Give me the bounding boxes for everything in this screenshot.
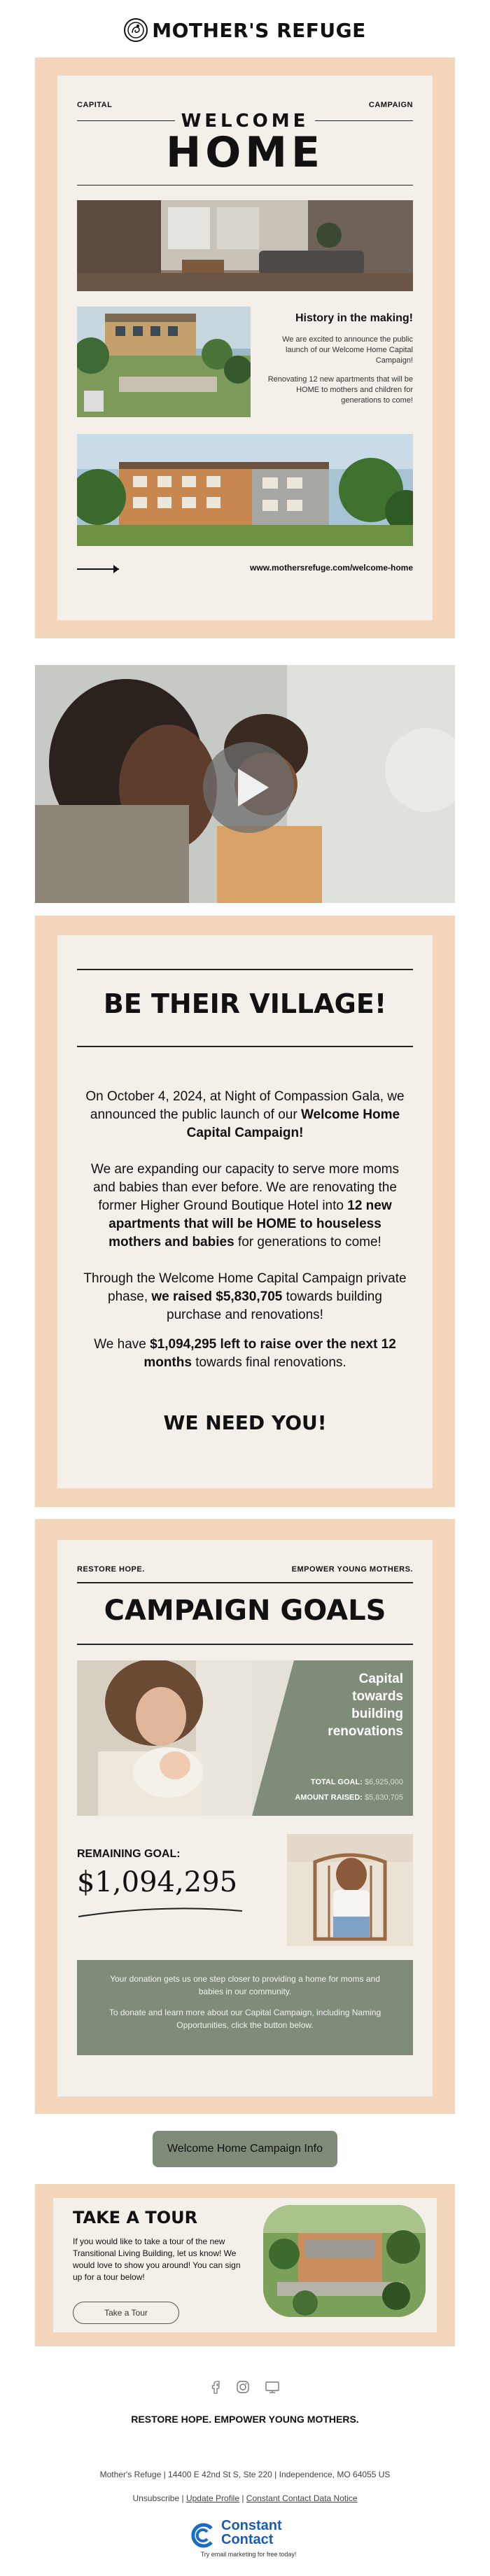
data-notice-link[interactable]: Constant Contact Data Notice [246,2493,358,2503]
baby-on-chair-photo [287,1834,413,1946]
website-icon[interactable] [265,2380,280,2394]
facebook-icon[interactable] [210,2380,221,2394]
welcome-home-campaign-info-button[interactable]: Welcome Home Campaign Info [153,2131,337,2167]
donation-paragraph-1: Your donation gets us one step closer to providing a home for moms and babies in our community. [110,1974,380,1996]
unsubscribe-link[interactable]: Unsubscribe [132,2493,180,2503]
capital-panel [252,1660,413,1816]
empower-tag: EMPOWER YOUNG MOTHERS. [291,1565,413,1574]
home-heading: HOME [166,128,324,177]
campaign-goals-title: CAMPAIGN GOALS [104,1595,386,1627]
welcome-home-inner [57,76,433,620]
we-need-you-heading: WE NEED YOU! [163,1411,327,1434]
footer-links: Unsubscribe | Update Profile | Constant Contact Data Notice [132,2493,358,2503]
underline-swoosh [77,1905,245,1919]
take-a-tour-text: If you would like to take a tour of the new Transitional Living Building, let us know! We would love to show you around! You can sign up for a tour below! [73,2236,241,2282]
exterior-rendering-photo [77,307,251,417]
campaign-video[interactable] [35,665,455,903]
instagram-icon[interactable] [236,2380,250,2394]
village-paragraph-4: We have $1,094,295 left to raise over the next 12 months towards final renovations. [94,1337,396,1370]
logo-text: MOTHER'S REFUGE [152,18,366,42]
divider [77,1582,413,1583]
campaign-tag: CAMPAIGN [368,101,413,109]
village-paragraph-1: On October 4, 2024, at Night of Compassion Gala, we announced the public launch of our Welcome Home Capital Campaign! [85,1089,405,1140]
mothers-refuge-logo-icon [124,18,148,42]
village-title: BE THEIR VILLAGE! [103,988,387,1019]
take-a-tour-title: TAKE A TOUR [73,2208,198,2227]
capital-tag: CAPITAL [77,101,113,109]
history-paragraph-1: We are excited to announce the public launch of our Welcome Home Capital Campaign! [282,335,413,365]
take-a-tour-inner [53,2198,437,2332]
update-profile-link[interactable]: Update Profile [186,2493,239,2503]
arrow-right-icon [113,565,119,573]
village-inner [57,935,433,1488]
history-paragraph-2: Renovating 12 new apartments that will be HOME to mothers and children for generations to come! [267,375,413,405]
capital-heading: Capital towards building renovations [328,1672,403,1739]
living-room-photo [77,200,413,291]
logo[interactable] [0,13,490,48]
restore-hope-tag: RESTORE HOPE. [77,1565,145,1574]
welcome-heading: WELCOME [181,111,309,132]
building-photo [77,434,413,546]
constant-contact-badge[interactable] [189,2516,308,2558]
arrow-line [77,568,119,570]
play-icon [203,742,294,833]
social-links [210,2379,280,2395]
constant-contact-logo-icon [189,2521,217,2549]
history-text-block [259,312,413,406]
divider [77,1644,413,1645]
constant-contact-wordmark: Constant Contact [221,2518,282,2547]
history-title: History in the making! [295,312,413,324]
remaining-goal-label: REMAINING GOAL: [77,1848,181,1860]
amount-raised-line: AMOUNT RAISED: $5,830,705 [295,1793,403,1802]
remaining-goal-value: $1,094,295 [77,1866,238,1898]
take-a-tour-button[interactable]: Take a Tour [73,2302,179,2324]
donation-paragraph-2: To donate and learn more about our Capital Campaign, including Naming Opportunities, click the button below. [108,2008,382,2030]
aerial-building-photo [263,2205,426,2317]
village-paragraph-3: Through the Welcome Home Capital Campaign private phase, we raised $5,830,705 towards building purchase and renovations! [83,1271,407,1322]
donation-info-box [77,1960,413,2055]
footer-tagline: RESTORE HOPE. EMPOWER YOUNG MOTHERS. [131,2414,359,2425]
welcome-home-url-link[interactable]: www.mothersrefuge.com/welcome-home [250,563,413,573]
divider [77,969,413,970]
constant-contact-tagline: Try email marketing for free today! [200,2551,297,2558]
footer-address: Mother's Refuge | 14400 E 42nd St S, Ste 220 | Independence, MO 64055 US [99,2470,391,2479]
campaign-goals-inner [57,1540,433,2096]
play-button[interactable] [203,742,294,833]
divider [77,1046,413,1047]
village-paragraph-2: We are expanding our capacity to serve more moms and babies than ever before. We are renovating the former Higher Ground Boutique Hotel into 12 new apartments that will be HOME to houseless mothers and babies for generations to come! [90,1162,399,1250]
mother-and-baby-photo [77,1660,252,1816]
total-goal-line: TOTAL GOAL: $6,925,000 [310,1778,403,1786]
divider [77,185,413,186]
